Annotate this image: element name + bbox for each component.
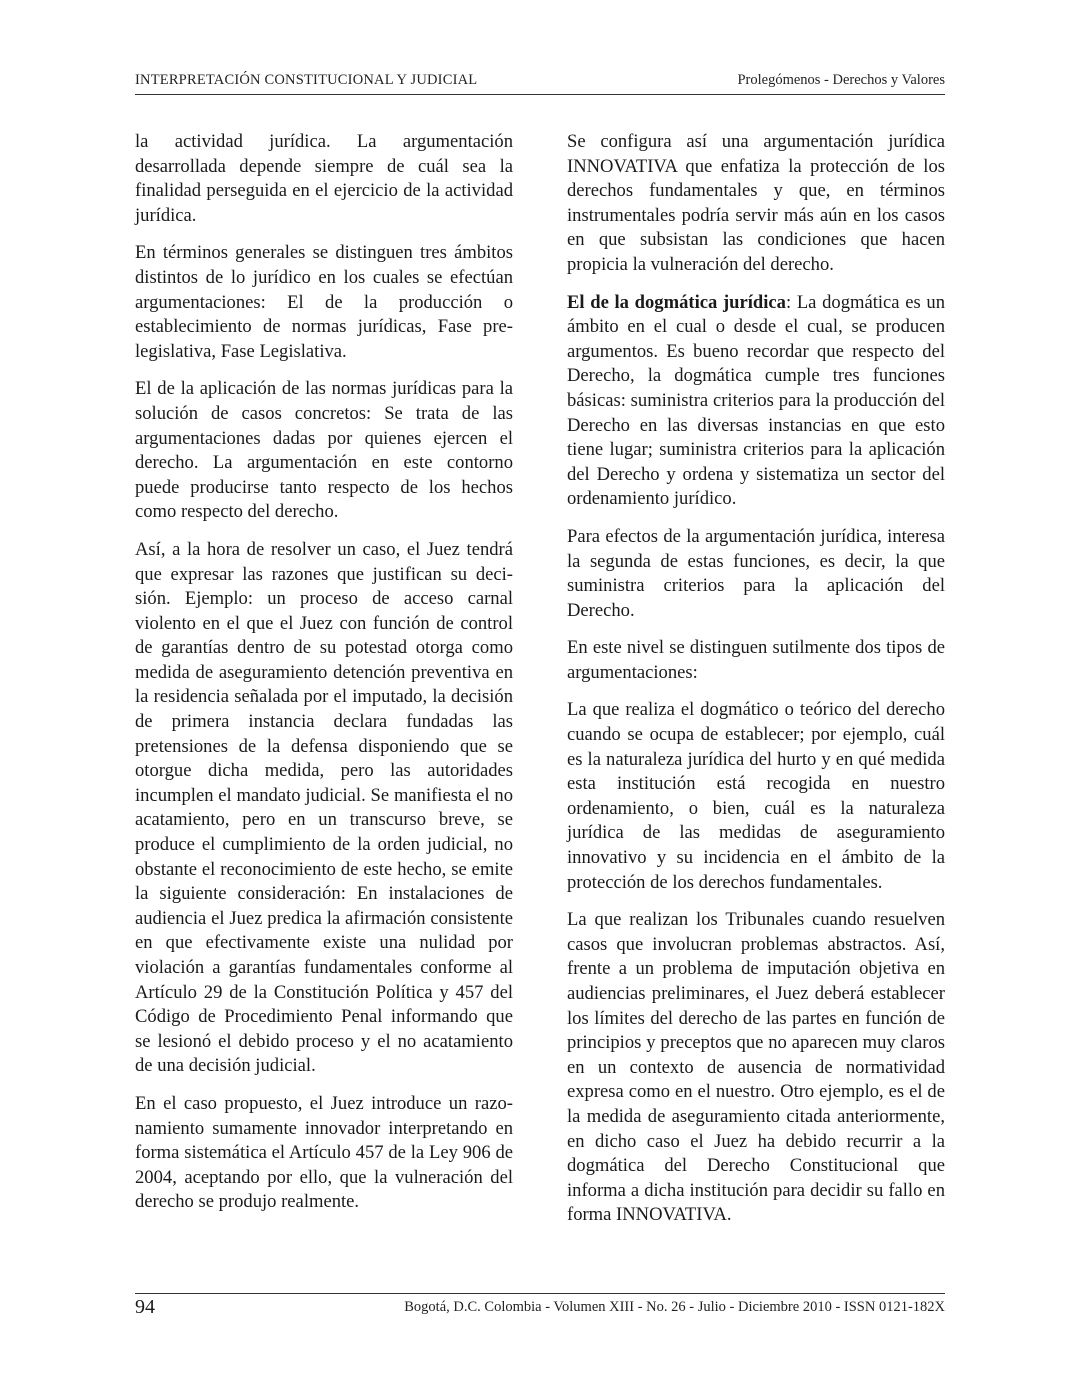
header-title: INTERPRETACIÓN CONSTITUCIONAL Y JUDICIAL (135, 72, 478, 88)
paragraph-lead-bold: El de la dogmática jurídica (567, 291, 786, 313)
paragraph: Se configura así una argumentación jurídica INNOVATIVA que enfatiza la protección de los derechos fundamentales y que, en términos instrumentales podría servir más aún en los casos en que subsistan las condiciones que hacen propicia la vulneración del derecho. (567, 131, 945, 275)
paragraph: Así, a la hora de resolver un caso, el Juez tendrá que expresar las razones que justifican su decisión. Ejemplo: un proceso de acceso carnal violento en el que el Juez con función de control de garantías dentro de su potestad otorga como medida de aseguramiento detención preventiva en la residencia señalada por el imputado, la decisión de primera instancia declara fundadas las pretensiones de la defensa disponiendo que se otorgue dicha medida, pero las autoridades incumplen el mandato judicial. Se manifiesta el no acatamiento, pero en un transcurso breve, se produce el cumplimiento de la orden judicial, no obstante el reconocimiento de este hecho, se emite la siguiente consideración: En instalaciones de audiencia el Juez predica la afirmación consistente en que efectivamente existe una nulidad por violación a garantías fundamentales conforme al Artículo 29 de la Constitución Política y 457 del Código de Procedimiento Penal informando que se lesionó el debido proceso y el no acatamiento de una decisión judicial. (135, 538, 513, 1077)
paragraph: En términos generales se distinguen tres ámbitos distintos de lo jurídico en los cuales se efectúan argumentaciones: El de la producción o establecimiento de normas jurídicas, Fase pre-legislativa, Fase Legislativa. (135, 242, 513, 362)
paragraph: Para efectos de la argumentación jurídica, interesa la segunda de estas funciones, es decir, la que suministra criterios para la aplicación del Derecho. (567, 525, 945, 621)
running-footer (135, 1293, 945, 1324)
paragraph: El de la aplicación de las normas jurídicas para la solución de casos concretos: Se trata de las argumentaciones dadas por quienes ejercen el derecho. La argumentación en este contorno puede producirse tanto respecto de los hechos como respecto del derecho. (135, 378, 513, 523)
paragraph: la actividad jurídica. La argumentación desarrollada depende siempre de cuál sea la finalidad perseguida en el ejercicio de la actividad jurídica. (135, 131, 513, 226)
running-header (135, 68, 945, 95)
page-number: 94 (135, 1296, 155, 1318)
paragraph: La que realizan los Tribunales cuando resuelven casos que involucran problemas abstractos. Así, frente a un problema de imputación objetiva en audiencias preliminares, el Juez deberá establecer los límites del derecho de las partes en función de principios y preceptos que no aparecen muy claros en un contexto de ausencia de normatividad expresa como en el nuestro. Otro ejemplo, es el de la medida de aseguramiento citada anteriormente, en dicho caso el Juez ha debido recurrir a la dogmática del Derecho Constitucional que informa a dicha institución para decidir su fallo en forma INNOVATIVA. (567, 909, 945, 1226)
header-section: Prolegómenos - Derechos y Valores (737, 72, 945, 88)
paragraph-body: : La dogmática es un ámbito en el cual o desde el cual, se producen argumentos. Es bueno recordar que respecto del Derecho, la dogmática cumple tres funciones básicas: suministra criterios para la producción del Derecho en las diversas instancias en que esto tiene lugar; suministra criterios para la aplicación del Derecho y ordena y sistematiza un sector del ordenamiento jurídico. (567, 291, 945, 510)
paragraph: En el caso propuesto, el Juez introduce un razonamiento sumamente innovador interpretando en forma sistemática el Artículo 457 de la Ley 906 de 2004, aceptando por ello, que la vulneración del derecho se produjo realmente. (135, 1092, 513, 1213)
right-column (567, 130, 945, 1241)
paragraph (567, 291, 945, 512)
left-column (135, 130, 513, 1228)
paragraph: En este nivel se distinguen sutilmente dos tipos de argumentaciones: (567, 637, 945, 683)
paragraph: La que realiza el dogmático o teórico del derecho cuando se ocupa de establecer; por ejemplo, cuál es la naturaleza jurídica del hurto y en qué medida esta institución está recogida en nuestro ordenamiento, o bien, cuál es la naturaleza jurídica de las medidas de aseguramiento innovativo y su incidencia en el ámbito de la protección de los derechos fundamentales. (567, 699, 945, 893)
journal-citation: Bogotá, D.C. Colombia - Volumen XIII - No. 26 - Julio - Diciembre 2010 - ISSN 0121-182X (404, 1299, 945, 1315)
